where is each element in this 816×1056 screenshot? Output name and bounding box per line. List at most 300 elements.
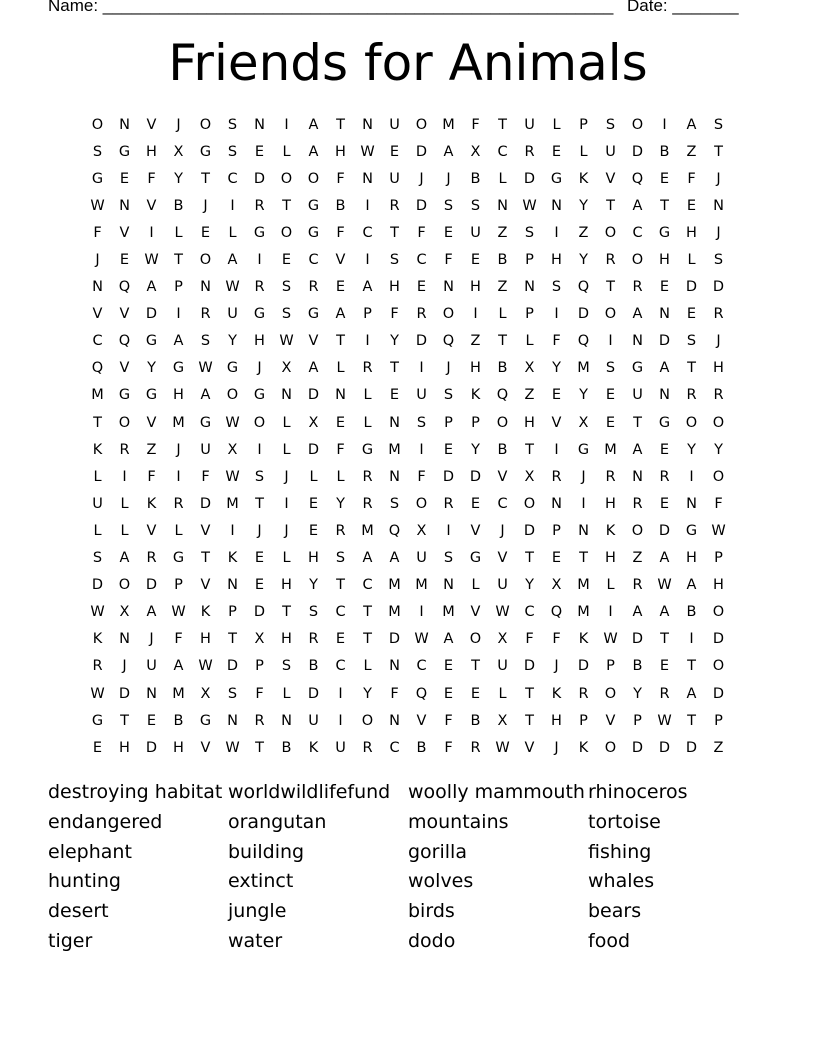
grid-cell: R [470, 739, 481, 756]
word-bank-item: dodo [408, 929, 456, 952]
grid-cell: L [93, 522, 102, 539]
grid-cell: H [470, 360, 481, 377]
grid-cell: M [91, 387, 104, 404]
grid-cell: R [659, 468, 670, 485]
grid-cell: Y [471, 441, 480, 458]
grid-cell: L [282, 550, 291, 567]
grid-cell: D [658, 522, 671, 539]
grid-cell: B [470, 712, 481, 729]
grid-cell: F [336, 224, 345, 241]
grid-cell: L [525, 333, 534, 350]
grid-cell: Y [363, 685, 372, 702]
grid-cell: T [336, 333, 345, 350]
grid-cell: J [500, 522, 505, 539]
grid-cell: U [416, 550, 427, 567]
grid-cell: H [281, 631, 292, 648]
grid-cell: K [578, 170, 589, 187]
grid-cell: F [471, 116, 480, 133]
grid-cell: G [469, 550, 482, 567]
grid-cell: T [201, 550, 210, 567]
grid-cell: N [119, 197, 130, 214]
grid-row [84, 490, 732, 517]
grid-cell: V [416, 712, 427, 729]
grid-cell: R [632, 495, 643, 512]
grid-cell: G [658, 414, 671, 431]
grid-cell: T [282, 197, 291, 214]
grid-cell: Q [415, 685, 428, 702]
grid-cell: U [389, 170, 400, 187]
grid-cell: K [578, 631, 589, 648]
grid-cell: I [338, 712, 343, 729]
grid-cell: F [201, 468, 210, 485]
word-bank-item: bears [588, 900, 642, 923]
grid-cell: S [713, 116, 724, 133]
grid-cell: M [388, 604, 401, 621]
grid-cell: D [712, 279, 725, 296]
grid-cell: R [416, 306, 427, 323]
grid-cell: O [91, 116, 104, 133]
grid-cell: T [255, 495, 264, 512]
grid-cell: P [444, 414, 453, 431]
grid-cell: N [497, 197, 508, 214]
grid-cell: Y [687, 441, 696, 458]
grid-cell: Y [579, 197, 588, 214]
grid-cell: I [419, 604, 424, 621]
grid-cell: S [605, 116, 616, 133]
word-bank-item: whales [588, 870, 655, 893]
grid-cell: U [146, 658, 157, 675]
grid-cell: X [497, 631, 508, 648]
grid-cell: E [281, 252, 292, 269]
grid-cell: J [446, 170, 451, 187]
grid-cell: Q [91, 360, 104, 377]
grid-cell: R [254, 712, 265, 729]
grid-cell: I [554, 306, 559, 323]
grid-cell: C [497, 495, 508, 512]
grid-cell: P [363, 306, 372, 323]
grid-cell: G [658, 224, 671, 241]
grid-cell: O [604, 306, 617, 323]
grid-cell: D [145, 577, 158, 594]
grid-cell: E [200, 224, 211, 241]
grid-cell: L [606, 577, 615, 594]
grid-cell: R [389, 197, 400, 214]
grid-cell: T [174, 252, 183, 269]
grid-cell: P [174, 279, 183, 296]
grid-cell: Z [146, 441, 157, 458]
grid-cell: Q [577, 333, 590, 350]
grid-cell: D [145, 739, 158, 756]
word-bank-item: orangutan [228, 810, 327, 833]
grid-cell: O [307, 170, 320, 187]
grid-cell: E [389, 143, 400, 160]
grid-cell: G [253, 306, 266, 323]
grid-cell: E [659, 441, 670, 458]
grid-cell: D [631, 631, 644, 648]
grid-cell: F [390, 685, 399, 702]
grid-cell: Q [118, 333, 131, 350]
grid-cell: O [523, 495, 536, 512]
grid-cell: Q [577, 279, 590, 296]
grid-cell: N [146, 685, 157, 702]
grid-cell: L [336, 360, 345, 377]
grid-cell: T [660, 197, 669, 214]
grid-cell: A [659, 604, 670, 621]
grid-cell: T [687, 658, 696, 675]
grid-cell: R [362, 739, 373, 756]
grid-cell: X [578, 414, 589, 431]
grid-cell: D [658, 333, 671, 350]
grid-cell: P [633, 712, 642, 729]
grid-cell: L [282, 685, 291, 702]
grid-cell: R [335, 522, 346, 539]
grid-cell: I [230, 197, 235, 214]
grid-cell: O [280, 224, 293, 241]
grid-cell: M [226, 495, 239, 512]
grid-cell: U [497, 577, 508, 594]
grid-cell: J [176, 441, 181, 458]
grid-cell: H [551, 712, 562, 729]
grid-cell: I [122, 468, 127, 485]
grid-cell: S [524, 224, 535, 241]
grid-cell: E [470, 252, 481, 269]
grid-cell: M [577, 604, 590, 621]
grid-row [84, 599, 732, 626]
grid-cell: K [146, 495, 157, 512]
grid-cell: F [444, 252, 453, 269]
grid-cell: B [416, 739, 427, 756]
grid-cell: R [551, 468, 562, 485]
grid-cell: H [335, 143, 346, 160]
grid-cell: H [173, 739, 184, 756]
grid-cell: H [470, 279, 481, 296]
grid-cell: T [228, 631, 237, 648]
grid-cell: S [470, 197, 481, 214]
grid-cell: D [253, 170, 266, 187]
grid-cell: O [604, 739, 617, 756]
grid-row [84, 734, 732, 761]
grid-cell: L [498, 170, 507, 187]
grid-cell: S [227, 116, 238, 133]
grid-cell: N [335, 387, 346, 404]
grid-cell: C [227, 170, 238, 187]
grid-cell: M [577, 360, 590, 377]
grid-row [84, 680, 732, 707]
grid-cell: H [281, 577, 292, 594]
grid-cell: J [419, 170, 424, 187]
grid-cell: A [632, 441, 643, 458]
word-bank-item: rhinoceros [588, 781, 688, 803]
grid-cell: D [523, 522, 536, 539]
grid-cell: J [581, 468, 586, 485]
grid-cell: Z [713, 739, 724, 756]
grid-cell: T [633, 414, 642, 431]
grid-cell: L [363, 387, 372, 404]
grid-row [84, 382, 732, 409]
grid-cell: D [631, 739, 644, 756]
grid-cell: E [335, 631, 346, 648]
grid-cell: F [525, 631, 534, 648]
grid-cell: A [686, 116, 697, 133]
grid-cell: N [389, 414, 400, 431]
grid-cell: N [551, 197, 562, 214]
grid-cell: C [362, 577, 373, 594]
grid-cell: E [92, 739, 103, 756]
grid-cell: F [174, 631, 183, 648]
grid-cell: C [497, 143, 508, 160]
grid-cell: I [608, 333, 613, 350]
grid-cell: W [495, 739, 510, 756]
grid-cell: B [497, 360, 508, 377]
grid-cell: D [253, 604, 266, 621]
grid-cell: U [389, 116, 400, 133]
grid-cell: J [95, 252, 100, 269]
grid-cell: R [443, 495, 454, 512]
grid-cell: I [176, 468, 181, 485]
grid-cell: E [659, 658, 670, 675]
grid-cell: A [335, 306, 346, 323]
grid-cell: G [550, 170, 563, 187]
grid-cell: B [281, 739, 292, 756]
word-bank-item: gorilla [408, 840, 467, 863]
grid-cell: Y [579, 252, 588, 269]
grid-cell: M [577, 577, 590, 594]
grid-cell: R [200, 306, 211, 323]
word-bank-item: building [228, 840, 305, 863]
grid-cell: V [92, 306, 103, 323]
grid-cell: R [605, 468, 616, 485]
grid-cell: V [200, 522, 211, 539]
grid-cell: B [173, 712, 184, 729]
grid-cell: K [92, 631, 103, 648]
grid-cell: C [416, 658, 427, 675]
grid-cell: T [714, 143, 723, 160]
grid-cell: V [524, 739, 535, 756]
grid-cell: K [551, 685, 562, 702]
grid-cell: B [686, 604, 697, 621]
grid-row [84, 707, 732, 734]
grid-cell: J [716, 170, 721, 187]
grid-row [84, 355, 732, 382]
grid-cell: D [91, 577, 104, 594]
grid-cell: E [551, 143, 562, 160]
word-bank-item: tiger [48, 929, 93, 952]
grid-cell: T [498, 333, 507, 350]
grid-cell: D [388, 631, 401, 648]
grid-cell: F [336, 441, 345, 458]
grid-cell: E [254, 143, 265, 160]
grid-cell: A [227, 252, 238, 269]
grid-cell: F [147, 170, 156, 187]
grid-cell: I [365, 333, 370, 350]
grid-cell: Q [442, 333, 455, 350]
grid-cell: O [685, 414, 698, 431]
grid-cell: W [360, 143, 375, 160]
grid-cell: V [119, 306, 130, 323]
grid-cell: C [308, 252, 319, 269]
grid-cell: C [362, 224, 373, 241]
grid-cell: W [657, 577, 672, 594]
word-bank-item: mountains [408, 810, 509, 833]
grid-row [84, 138, 732, 165]
grid-cell: Y [147, 360, 156, 377]
grid-cell: H [713, 360, 724, 377]
grid-cell: R [362, 360, 373, 377]
grid-cell: S [713, 252, 724, 269]
grid-cell: S [443, 550, 454, 567]
grid-cell: J [284, 468, 289, 485]
grid-cell: N [200, 279, 211, 296]
grid-cell: N [227, 577, 238, 594]
grid-cell: O [226, 387, 239, 404]
grid-cell: I [365, 197, 370, 214]
grid-row [84, 436, 732, 463]
grid-cell: F [552, 631, 561, 648]
grid-cell: X [416, 522, 427, 539]
grid-cell: E [443, 224, 454, 241]
grid-cell: U [200, 441, 211, 458]
grid-cell: E [335, 414, 346, 431]
grid-cell: D [577, 306, 590, 323]
word-bank-item: food [588, 929, 630, 952]
grid-cell: A [443, 143, 454, 160]
grid-cell: Q [631, 170, 644, 187]
grid-cell: O [442, 306, 455, 323]
grid-cell: G [91, 712, 104, 729]
grid-cell: E [146, 712, 157, 729]
grid-cell: O [415, 116, 428, 133]
grid-cell: T [525, 550, 534, 567]
grid-cell: E [470, 685, 481, 702]
grid-cell: X [227, 441, 238, 458]
grid-cell: R [524, 143, 535, 160]
letter-grid [84, 111, 732, 761]
grid-cell: C [335, 604, 346, 621]
grid-cell: O [253, 414, 266, 431]
grid-row [84, 192, 732, 219]
grid-cell: Q [388, 522, 401, 539]
grid-cell: T [93, 414, 102, 431]
grid-cell: J [149, 631, 154, 648]
grid-cell: J [284, 522, 289, 539]
grid-cell: I [338, 685, 343, 702]
grid-cell: W [225, 279, 240, 296]
grid-cell: Y [390, 333, 399, 350]
grid-cell: R [254, 279, 265, 296]
grid-cell: A [443, 631, 454, 648]
grid-cell: C [92, 333, 103, 350]
grid-cell: N [281, 387, 292, 404]
grid-cell: N [281, 712, 292, 729]
grid-cell: P [525, 252, 534, 269]
grid-cell: G [685, 522, 698, 539]
grid-cell: X [254, 631, 265, 648]
grid-cell: S [389, 495, 400, 512]
grid-cell: W [144, 252, 159, 269]
grid-cell: L [282, 441, 291, 458]
grid-cell: G [253, 224, 266, 241]
grid-cell: P [255, 658, 264, 675]
grid-cell: Y [579, 387, 588, 404]
grid-cell: W [225, 414, 240, 431]
grid-cell: O [199, 252, 212, 269]
grid-cell: F [93, 224, 102, 241]
grid-cell: X [281, 360, 292, 377]
grid-cell: L [363, 414, 372, 431]
grid-cell: V [200, 739, 211, 756]
grid-cell: N [254, 116, 265, 133]
grid-cell: G [118, 143, 131, 160]
grid-cell: S [389, 252, 400, 269]
grid-cell: D [712, 685, 725, 702]
grid-cell: A [200, 387, 211, 404]
grid-cell: H [524, 414, 535, 431]
grid-cell: T [201, 170, 210, 187]
grid-cell: G [172, 550, 185, 567]
grid-cell: N [119, 116, 130, 133]
date-label: Date: _______ [627, 0, 739, 15]
grid-cell: L [282, 143, 291, 160]
grid-cell: A [362, 279, 373, 296]
grid-cell: D [469, 468, 482, 485]
grid-cell: W [90, 604, 105, 621]
grid-cell: R [254, 197, 265, 214]
grid-cell: R [632, 279, 643, 296]
grid-cell: K [92, 441, 103, 458]
grid-cell: I [257, 441, 262, 458]
grid-cell: H [200, 631, 211, 648]
grid-cell: G [172, 360, 185, 377]
grid-cell: P [174, 577, 183, 594]
grid-cell: G [307, 224, 320, 241]
grid-cell: E [308, 495, 319, 512]
grid-cell: B [335, 197, 346, 214]
grid-cell: T [363, 631, 372, 648]
grid-cell: I [284, 116, 289, 133]
word-bank-item: tortoise [588, 810, 661, 833]
name-label: Name: ______________________________________________________ [48, 0, 614, 15]
grid-cell: X [497, 712, 508, 729]
grid-cell: O [118, 577, 131, 594]
grid-cell: D [199, 495, 212, 512]
grid-cell: J [554, 658, 559, 675]
grid-cell: A [632, 197, 643, 214]
grid-cell: L [579, 143, 588, 160]
grid-cell: H [686, 224, 697, 241]
grid-cell: R [362, 495, 373, 512]
grid-cell: H [254, 333, 265, 350]
grid-cell: N [362, 116, 373, 133]
grid-cell: L [228, 224, 237, 241]
grid-cell: I [446, 522, 451, 539]
grid-cell: O [604, 685, 617, 702]
grid-cell: V [308, 333, 319, 350]
grid-cell: G [226, 360, 239, 377]
grid-cell: N [389, 712, 400, 729]
grid-cell: L [498, 685, 507, 702]
grid-cell: N [524, 279, 535, 296]
word-bank-item: birds [408, 900, 455, 923]
grid-cell: N [632, 333, 643, 350]
grid-cell: L [471, 577, 480, 594]
grid-cell: J [203, 197, 208, 214]
grid-row [84, 274, 732, 301]
grid-cell: E [686, 306, 697, 323]
grid-cell: R [146, 550, 157, 567]
grid-cell: G [631, 360, 644, 377]
grid-cell: A [173, 333, 184, 350]
grid-cell: R [686, 387, 697, 404]
